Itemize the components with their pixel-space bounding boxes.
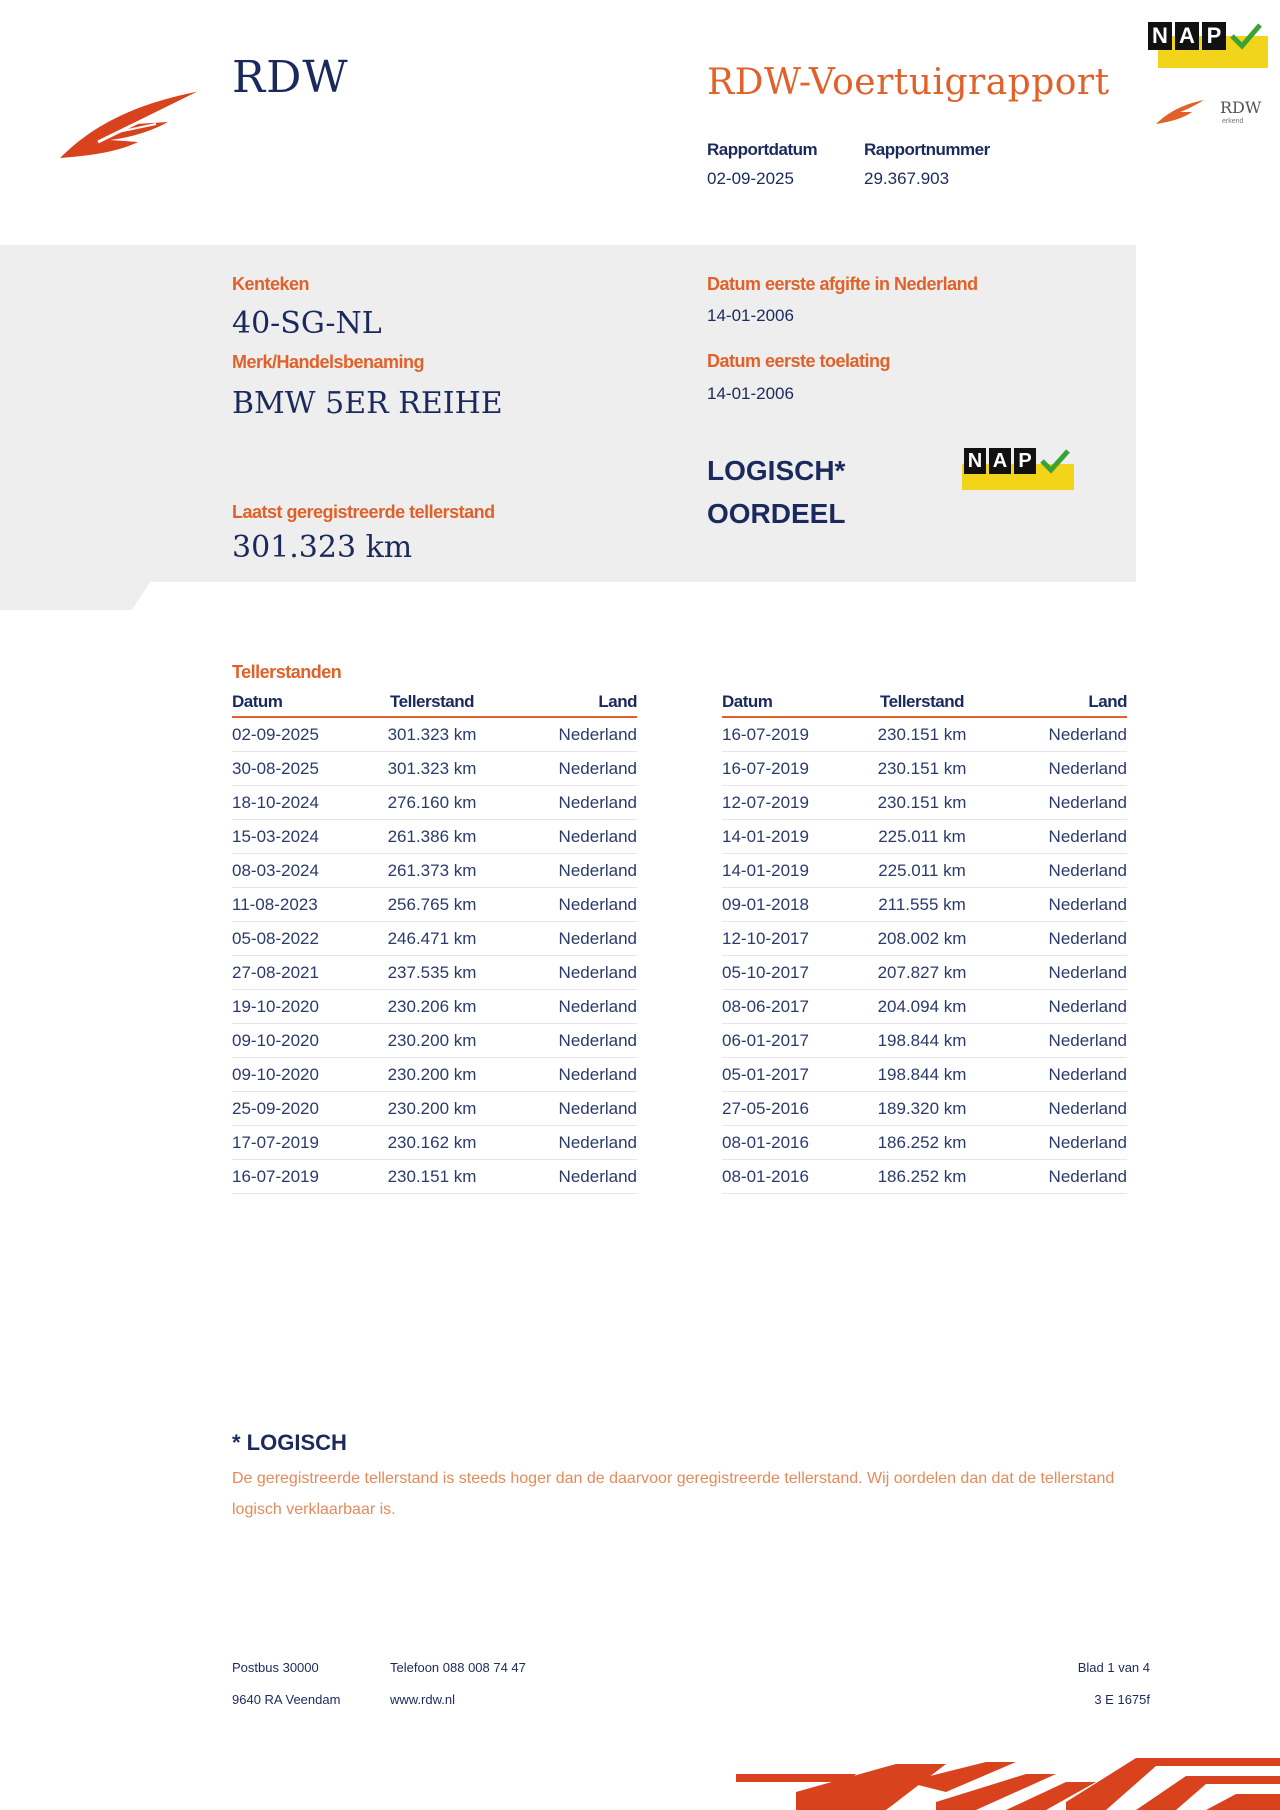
cell-date: 25-09-2020 xyxy=(232,1092,362,1126)
cell-country: Nederland xyxy=(502,820,637,854)
footer-address-line1: Postbus 30000 xyxy=(232,1660,319,1675)
table-row xyxy=(232,752,637,786)
nap-badge-panel: N A P xyxy=(962,446,1076,492)
cell-country: Nederland xyxy=(992,956,1127,990)
cell-date: 16-07-2019 xyxy=(232,1160,362,1194)
cell-date: 09-10-2020 xyxy=(232,1024,362,1058)
cell-odometer: 204.094 km xyxy=(852,990,992,1024)
cell-date: 09-10-2020 xyxy=(232,1058,362,1092)
cell-country: Nederland xyxy=(992,820,1127,854)
table-row xyxy=(232,1092,637,1126)
cell-odometer: 276.160 km xyxy=(362,786,502,820)
table-row xyxy=(232,820,637,854)
cell-odometer: 225.011 km xyxy=(852,854,992,888)
report-number: 29.367.903 xyxy=(864,169,950,188)
cell-country: Nederland xyxy=(992,1160,1127,1194)
cell-odometer: 208.002 km xyxy=(852,922,992,956)
cell-country: Nederland xyxy=(502,990,637,1024)
cell-odometer: 186.252 km xyxy=(852,1126,992,1160)
cell-date: 05-10-2017 xyxy=(722,956,852,990)
first-issue-value: 14-01-2006 xyxy=(707,306,794,325)
table-row xyxy=(232,854,637,888)
table-row xyxy=(722,752,1127,786)
report-title: RDW-Voertuigrapport xyxy=(707,62,1110,103)
cell-country: Nederland xyxy=(992,1126,1127,1160)
cell-country: Nederland xyxy=(992,1024,1127,1058)
cell-country: Nederland xyxy=(992,1058,1127,1092)
cell-country: Nederland xyxy=(502,922,637,956)
cell-odometer: 230.151 km xyxy=(362,1160,502,1194)
logo-text: RDW xyxy=(232,52,349,103)
cell-country: Nederland xyxy=(992,888,1127,922)
cell-country: Nederland xyxy=(502,956,637,990)
cell-odometer: 198.844 km xyxy=(852,1024,992,1058)
table-row xyxy=(232,888,637,922)
cell-date: 12-10-2017 xyxy=(722,922,852,956)
table-row xyxy=(232,1126,637,1160)
table-row xyxy=(232,990,637,1024)
rdw-logo-icon xyxy=(58,82,210,162)
table-row xyxy=(232,786,637,820)
cell-odometer: 301.323 km xyxy=(362,717,502,752)
cell-country: Nederland xyxy=(992,990,1127,1024)
verdict-line2: OORDEEL xyxy=(707,498,846,529)
cell-odometer: 186.252 km xyxy=(852,1160,992,1194)
make-label: Merk/Handelsbenaming xyxy=(232,352,425,372)
table-row xyxy=(232,956,637,990)
column-header-date: Datum xyxy=(722,692,852,717)
table-row xyxy=(722,956,1127,990)
cell-odometer: 230.200 km xyxy=(362,1024,502,1058)
table-row xyxy=(722,888,1127,922)
table-row xyxy=(722,1160,1127,1194)
verdict-line1: LOGISCH* xyxy=(707,455,846,486)
cell-date: 08-03-2024 xyxy=(232,854,362,888)
cell-date: 14-01-2019 xyxy=(722,854,852,888)
cell-odometer: 230.200 km xyxy=(362,1092,502,1126)
cell-date: 30-08-2025 xyxy=(232,752,362,786)
make-value: BMW 5ER REIHE xyxy=(232,386,503,421)
cell-date: 19-10-2020 xyxy=(232,990,362,1024)
cell-date: 02-09-2025 xyxy=(232,717,362,752)
table-row xyxy=(722,922,1127,956)
cell-date: 27-08-2021 xyxy=(232,956,362,990)
footer-phone: Telefoon 088 008 74 47 xyxy=(390,1660,526,1675)
cell-date: 17-07-2019 xyxy=(232,1126,362,1160)
footer-website[interactable]: www.rdw.nl xyxy=(390,1692,456,1707)
column-header-country: Land xyxy=(992,692,1127,717)
column-header-date: Datum xyxy=(232,692,362,717)
table-row xyxy=(722,990,1127,1024)
cell-date: 05-08-2022 xyxy=(232,922,362,956)
cell-odometer: 230.151 km xyxy=(852,752,992,786)
column-header-odometer: Tellerstand xyxy=(852,692,992,717)
column-header-odometer: Tellerstand xyxy=(362,692,502,717)
table-row xyxy=(232,922,637,956)
cell-country: Nederland xyxy=(502,786,637,820)
cell-country: Nederland xyxy=(502,1092,637,1126)
report-number-label: Rapportnummer xyxy=(864,140,990,159)
first-admission-label: Datum eerste toelating xyxy=(707,351,891,371)
rdw-erkend-logo-icon xyxy=(1154,96,1206,126)
cell-odometer: 207.827 km xyxy=(852,956,992,990)
cell-country: Nederland xyxy=(992,1092,1127,1126)
cell-country: Nederland xyxy=(992,752,1127,786)
table-row xyxy=(232,717,637,752)
first-admission-value: 14-01-2006 xyxy=(707,384,794,403)
cell-date: 16-07-2019 xyxy=(722,752,852,786)
cell-date: 27-05-2016 xyxy=(722,1092,852,1126)
cell-date: 08-01-2016 xyxy=(722,1126,852,1160)
plate-value: 40-SG-NL xyxy=(232,306,382,341)
column-header-country: Land xyxy=(502,692,637,717)
cell-date: 08-01-2016 xyxy=(722,1160,852,1194)
cell-odometer: 230.206 km xyxy=(362,990,502,1024)
footer-address-line2: 9640 RA Veendam xyxy=(232,1692,341,1707)
cell-country: Nederland xyxy=(992,786,1127,820)
cell-odometer: 198.844 km xyxy=(852,1058,992,1092)
cell-country: Nederland xyxy=(502,888,637,922)
summary-panel-tab xyxy=(0,582,150,610)
table-row xyxy=(722,854,1127,888)
cell-country: Nederland xyxy=(502,717,637,752)
odometer-table-right xyxy=(722,692,1127,1194)
rdw-erkend-subtext: erkend xyxy=(1222,118,1244,125)
cell-odometer: 230.200 km xyxy=(362,1058,502,1092)
cell-date: 06-01-2017 xyxy=(722,1024,852,1058)
cell-date: 08-06-2017 xyxy=(722,990,852,1024)
rdw-erkend-text: RDW xyxy=(1220,98,1262,117)
cell-country: Nederland xyxy=(992,922,1127,956)
cell-odometer: 256.765 km xyxy=(362,888,502,922)
cell-date: 12-07-2019 xyxy=(722,786,852,820)
cell-odometer: 211.555 km xyxy=(852,888,992,922)
check-icon xyxy=(1229,22,1263,50)
footer-code: 3 E 1675f xyxy=(1094,1692,1150,1707)
cell-odometer: 261.386 km xyxy=(362,820,502,854)
cell-date: 14-01-2019 xyxy=(722,820,852,854)
cell-odometer: 301.323 km xyxy=(362,752,502,786)
cell-country: Nederland xyxy=(502,1126,637,1160)
cell-date: 16-07-2019 xyxy=(722,717,852,752)
footer-page-number: Blad 1 van 4 xyxy=(1077,1660,1150,1675)
table-row xyxy=(722,1024,1127,1058)
table-row xyxy=(232,1058,637,1092)
last-odometer-value: 301.323 km xyxy=(232,530,413,565)
cell-country: Nederland xyxy=(502,752,637,786)
table-row xyxy=(232,1160,637,1194)
plate-label: Kenteken xyxy=(232,274,310,294)
cell-odometer: 230.151 km xyxy=(852,786,992,820)
summary-panel xyxy=(0,245,1136,582)
cell-odometer: 261.373 km xyxy=(362,854,502,888)
table-row xyxy=(722,786,1127,820)
cell-country: Nederland xyxy=(992,854,1127,888)
report-date-label: Rapportdatum xyxy=(707,140,818,159)
table-row xyxy=(722,1126,1127,1160)
decorative-stripes-icon xyxy=(736,1752,1280,1810)
cell-country: Nederland xyxy=(502,854,637,888)
cell-country: Nederland xyxy=(502,1160,637,1194)
odometer-table-left xyxy=(232,692,637,1194)
cell-date: 15-03-2024 xyxy=(232,820,362,854)
last-odometer-label: Laatst geregistreerde tellerstand xyxy=(232,502,495,522)
table-row xyxy=(722,820,1127,854)
cell-country: Nederland xyxy=(502,1058,637,1092)
cell-odometer: 237.535 km xyxy=(362,956,502,990)
cell-country: Nederland xyxy=(992,717,1127,752)
table-row xyxy=(722,1058,1127,1092)
footnote-heading: * LOGISCH xyxy=(232,1430,347,1455)
cell-odometer: 230.151 km xyxy=(852,717,992,752)
cell-country: Nederland xyxy=(502,1024,637,1058)
cell-odometer: 246.471 km xyxy=(362,922,502,956)
nap-badge-top: N A P xyxy=(1148,22,1268,68)
footnote-text: De geregistreerde tellerstand is steeds hoger dan de daarvoor geregistreerde tellerstand. Wij oordelen dan dat de tellerstand logisch verklaarbaar is. xyxy=(232,1470,1115,1518)
table-row xyxy=(722,717,1127,752)
cell-odometer: 230.162 km xyxy=(362,1126,502,1160)
odometer-section-label: Tellerstanden xyxy=(232,662,342,682)
cell-date: 11-08-2023 xyxy=(232,888,362,922)
cell-date: 05-01-2017 xyxy=(722,1058,852,1092)
table-row xyxy=(232,1024,637,1058)
first-issue-label: Datum eerste afgifte in Nederland xyxy=(707,274,978,294)
cell-odometer: 225.011 km xyxy=(852,820,992,854)
report-date: 02-09-2025 xyxy=(707,169,794,188)
check-icon xyxy=(1039,448,1071,474)
table-row xyxy=(722,1092,1127,1126)
cell-odometer: 189.320 km xyxy=(852,1092,992,1126)
cell-date: 09-01-2018 xyxy=(722,888,852,922)
cell-date: 18-10-2024 xyxy=(232,786,362,820)
